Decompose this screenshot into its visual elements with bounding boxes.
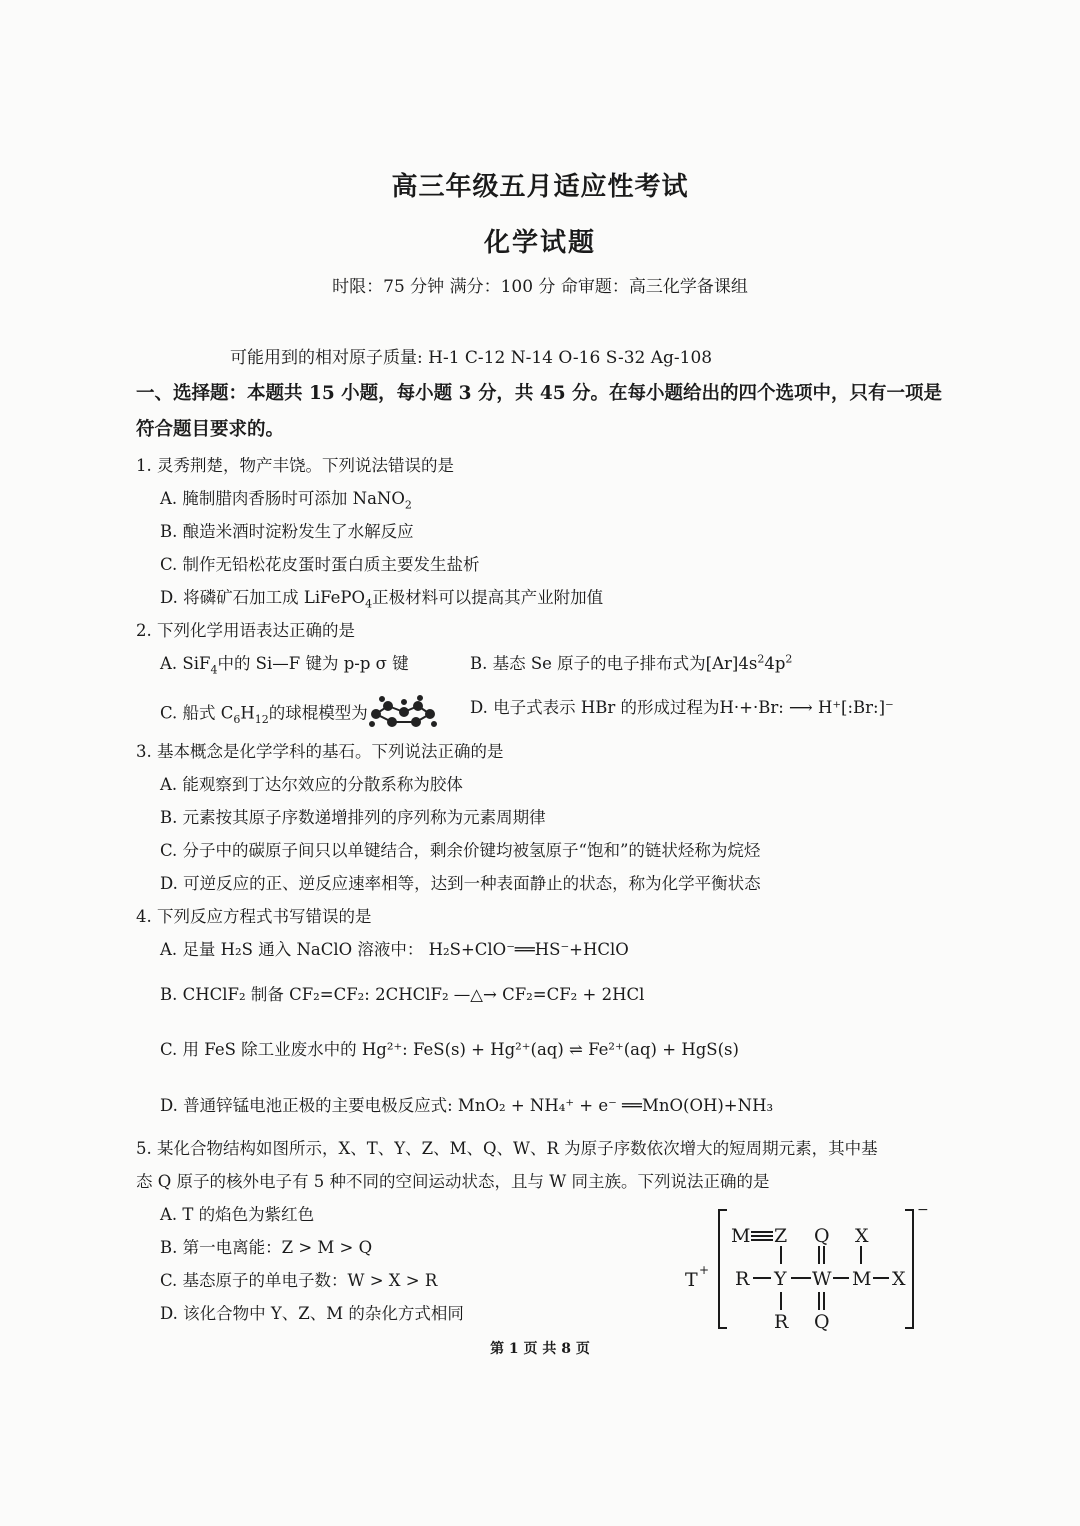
question-2-stem: 2. 下列化学用语表达正确的是 xyxy=(136,621,355,640)
question-2-option-a xyxy=(160,650,409,676)
question-4-option-c: C. 用 FeS 除工业废水中的 Hg²⁺: FeS(s) + Hg²⁺(aq) ⇌ Fe²⁺(aq) + HgS(s) xyxy=(160,1040,739,1059)
exam-meta: 时限：75 分钟 满分：100 分 命审题：高三化学备课组 xyxy=(332,277,748,297)
atom-label: M xyxy=(731,1225,751,1247)
option-text: 中的 Si—F 键为 p-p σ 键 xyxy=(217,654,409,673)
option-text: 的球棍模型为 xyxy=(268,703,368,723)
question-4-stem: 4. 下列反应方程式书写错误的是 xyxy=(136,907,372,926)
page-footer: 第 1 页 共 8 页 xyxy=(490,1341,590,1357)
subscript: 4 xyxy=(210,663,218,677)
superscript: 2 xyxy=(757,652,765,666)
question-4-option-a: A. 足量 H₂S 通入 NaClO 溶液中： H₂S+ClO⁻══HS⁻+HClO xyxy=(160,940,629,959)
atom-label: R xyxy=(774,1311,789,1333)
question-5-option-a: A. T 的焰色为紫红色 xyxy=(160,1205,315,1224)
compound-structure-figure xyxy=(685,1200,945,1340)
question-1-option-b: B. 酿造米酒时淀粉发生了水解反应 xyxy=(160,522,414,541)
question-1-stem: 1. 灵秀荆楚，物产丰饶。下列说法错误的是 xyxy=(136,456,454,475)
option-text: A. 腌制腊肉香肠时可添加 NaNO xyxy=(160,489,405,508)
question-3-stem: 3. 基本概念是化学学科的基石。下列说法正确的是 xyxy=(136,742,504,761)
question-1-option-a xyxy=(160,485,412,511)
atom-label: Y xyxy=(774,1268,787,1290)
option-text: H xyxy=(240,703,255,723)
atom-label: M xyxy=(852,1268,872,1290)
question-5-option-c: C. 基态原子的单电子数：W > X > R xyxy=(160,1271,438,1290)
superscript: 2 xyxy=(785,652,793,666)
anion-charge: − xyxy=(917,1202,929,1218)
question-5-stem-line-2: 态 Q 原子的核外电子有 5 种不同的空间运动状态，且与 W 同主族。下列说法正确的是 xyxy=(136,1172,770,1191)
question-4-option-d: D. 普通锌锰电池正极的主要电极反应式: MnO₂ + NH₄⁺ + e⁻ ══MnO(OH)+NH₃ xyxy=(160,1096,774,1115)
cation-label: T xyxy=(685,1269,698,1291)
question-2-option-d: D. 电子式表示 HBr 的形成过程为H·+·Br: ⟶ H⁺[:Br:]⁻ xyxy=(470,698,894,717)
atom-label: Q xyxy=(814,1311,830,1333)
option-text: C. 船式 C xyxy=(160,703,234,723)
question-1-option-c: C. 制作无铅松花皮蛋时蛋白质主要发生盐析 xyxy=(160,555,480,574)
question-1-option-d xyxy=(160,584,603,610)
option-text: B. 基态 Se 原子的电子排布式为[Ar]4s xyxy=(470,654,758,673)
question-5-stem-line-1: 5. 某化合物结构如图所示，X、T、Y、Z、M、Q、W、R 为原子序数依次增大的短周期元素，其中基 xyxy=(136,1139,878,1158)
atom-label: X xyxy=(892,1268,906,1290)
option-text: D. 将磷矿石加工成 LiFePO xyxy=(160,588,366,607)
subscript: 4 xyxy=(365,597,373,611)
option-text: A. SiF xyxy=(160,654,211,673)
atom-label: R xyxy=(735,1268,750,1290)
subscript: 12 xyxy=(254,712,269,726)
option-text: 正极材料可以提高其产业附加值 xyxy=(372,588,604,607)
atom-label: Q xyxy=(814,1225,830,1247)
boat-cyclohexane-ball-model-icon xyxy=(368,694,438,734)
atomic-masses: 可能用到的相对原子质量: H-1 C-12 N-14 O-16 S-32 Ag-108 xyxy=(230,348,713,368)
option-text: 4p xyxy=(764,654,786,673)
question-2-option-c xyxy=(160,694,438,734)
subscript: 2 xyxy=(404,498,412,512)
atom-label: W xyxy=(812,1268,832,1290)
atom-label: Z xyxy=(774,1225,788,1247)
exam-subject: 化学试题 xyxy=(483,228,596,258)
question-3-option-a: A. 能观察到丁达尔效应的分散系称为胶体 xyxy=(160,775,463,794)
subscript: 6 xyxy=(233,712,241,726)
question-3-option-b: B. 元素按其原子序数递增排列的序列称为元素周期律 xyxy=(160,808,546,827)
question-4-option-b: B. CHClF₂ 制备 CF₂=CF₂: 2CHClF₂ —△→ CF₂=CF₂ + 2HCl xyxy=(160,985,645,1004)
question-2-option-b xyxy=(470,650,792,674)
question-5-option-b: B. 第一电离能：Z > M > Q xyxy=(160,1238,373,1257)
exam-title: 高三年级五月适应性考试 xyxy=(391,172,689,202)
question-3-option-d: D. 可逆反应的正、逆反应速率相等，达到一种表面静止的状态，称为化学平衡状态 xyxy=(160,874,761,893)
question-5-option-d: D. 该化合物中 Y、Z、M 的杂化方式相同 xyxy=(160,1304,464,1323)
section-heading: 一、选择题：本题共 15 小题，每小题 3 分，共 45 分。在每小题给出的四个选项中，只有一项是符合题目要求的。 xyxy=(136,383,943,440)
atom-label: X xyxy=(855,1225,869,1247)
cation-charge: + xyxy=(699,1263,710,1277)
question-3-option-c: C. 分子中的碳原子间只以单键结合，剩余价键均被氢原子“饱和”的链状烃称为烷烃 xyxy=(160,841,761,860)
